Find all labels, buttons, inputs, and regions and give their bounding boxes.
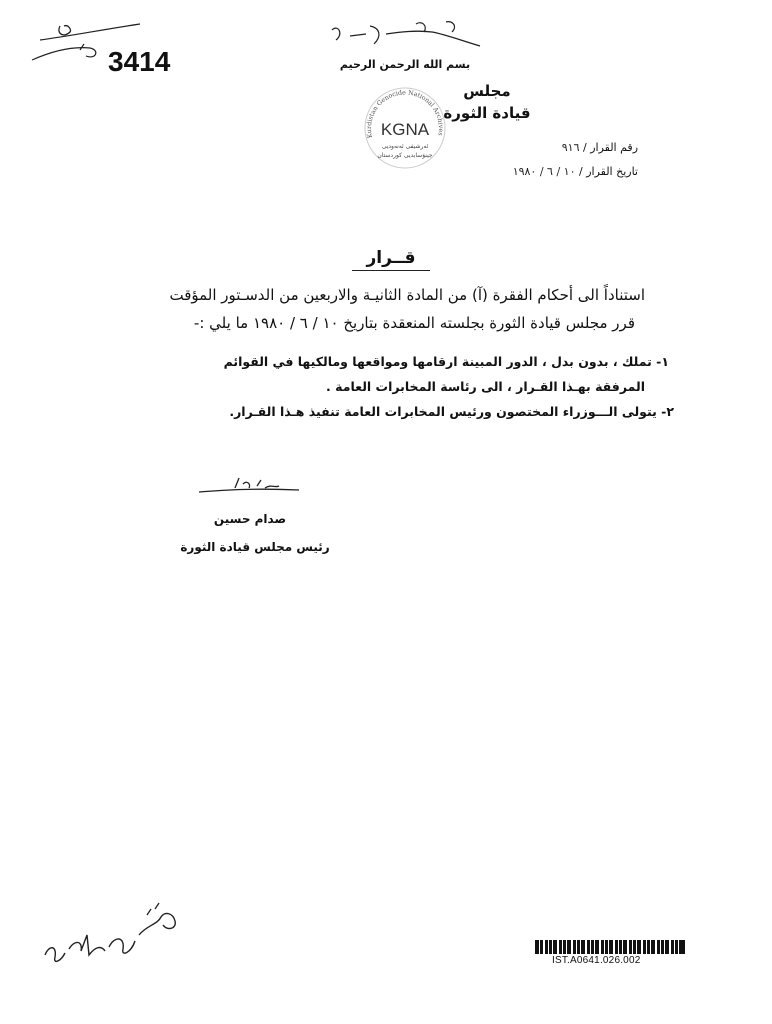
basmala: بسم الله الرحمن الرحيم [339, 58, 471, 71]
stamp-arc-text: Kurdistan Genocide National Archives [365, 89, 445, 139]
handwritten-scribble-top-center [320, 16, 490, 56]
document-number: 3414 [108, 46, 171, 77]
body-line-2: قرر مجلس قيادة الثورة بجلسته المنعقدة بتاريخ ١٠ / ٦ / ١٩٨٠ ما يلي :- [193, 314, 635, 332]
decision-meta [488, 136, 638, 184]
header-leadership: قيادة الثورة [443, 104, 531, 122]
decision-item-2: ٢- يتولى الـــوزراء المختصون ورئيس المخابرات العامة تنفيذ هـذا القـرار. [229, 404, 674, 419]
decision-title: قــرار [366, 248, 416, 268]
body-line-1: استناداً الى أحكام الفقرة (آ) من المادة الثانيـة والاربعين من الدسـتور المؤقت [169, 286, 645, 304]
title-underline [352, 270, 430, 271]
stamp-acronym: KGNA [380, 120, 430, 139]
stamp-kurdish-line-1: ئەرشیفی ئەنەودیی [381, 143, 429, 150]
decision-date-row [488, 160, 638, 184]
decision-item-1-line-1: ١- تملك ، بدون بدل ، الدور المبينة ارقامها ومواقعها ومالكيها في القوائم [223, 354, 669, 369]
signer-name: صدام حسين [213, 512, 287, 526]
decision-number-row [488, 136, 638, 160]
decision-date-value: ١٠ / ٦ / ١٩٨٠ [512, 165, 576, 178]
stamp-kurdish-line-2: جینۆسایدیی کوردستان [377, 152, 433, 159]
decision-number-value: ٩١٦ [561, 141, 580, 154]
barcode-label: IST.A0641.026.002 [552, 955, 641, 966]
decision-number-label: رقم القرار / [583, 141, 638, 154]
issuer-header [422, 80, 552, 124]
handwritten-note-bottom-left [35, 895, 185, 975]
decision-date-label: تاريخ القرار / [579, 165, 638, 178]
header-council: مجلس [463, 82, 511, 100]
signature-mark [195, 470, 305, 502]
signer-title: رئيس مجلس قيادة الثورة [180, 540, 330, 554]
decision-item-1-line-2: المرفقة بهـذا القـرار ، الى رئاسة المخابرات العامة . [326, 379, 645, 394]
archive-barcode [535, 940, 685, 954]
